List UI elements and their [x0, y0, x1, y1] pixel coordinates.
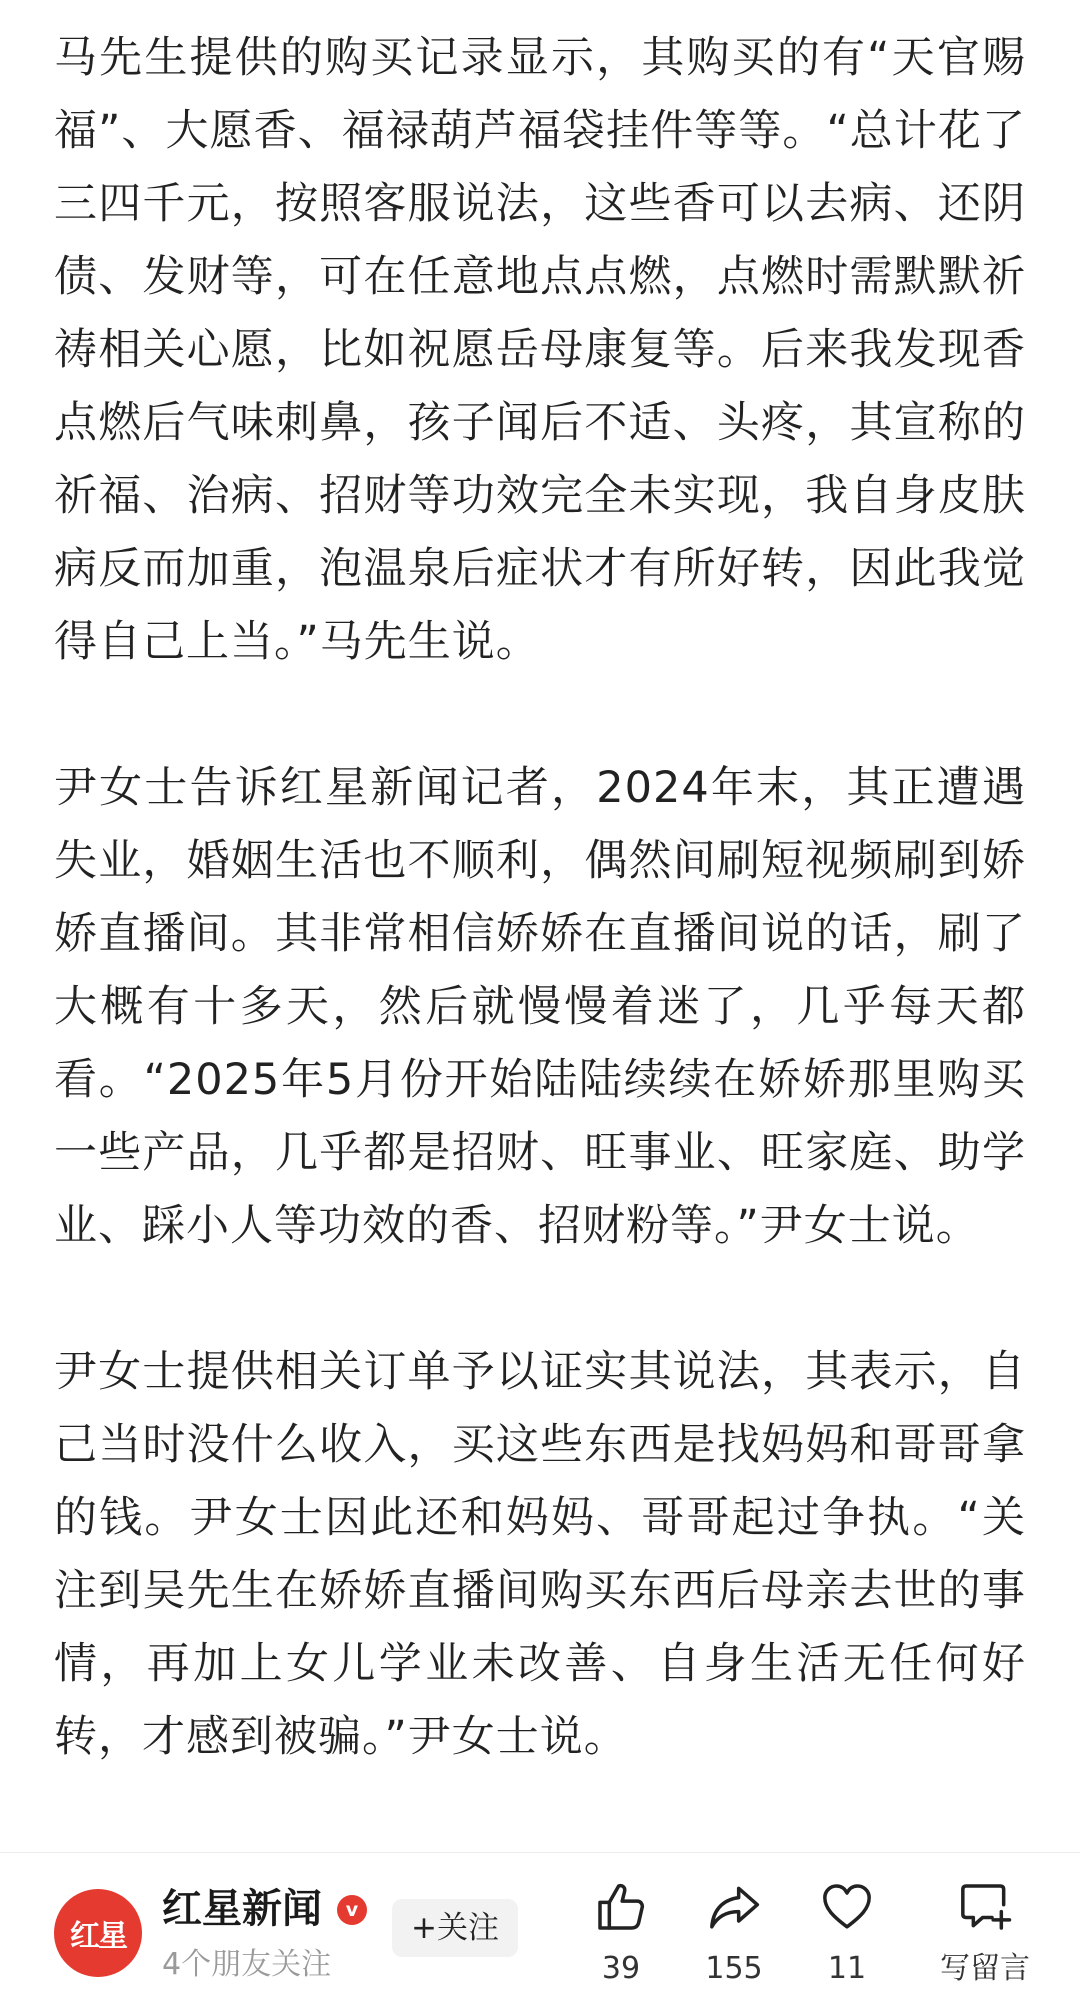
like-button[interactable] — [566, 1867, 676, 2003]
favorite-button[interactable] — [792, 1867, 902, 2003]
article-paragraph: 马先生提供的购买记录显示，其购买的有“天官赐福”、大愿香、福禄葫芦福袋挂件等等。“总计花了三四千元，按照客服说法，这些香可以去病、还阴债、发财等，可在任意地点点燃，点燃时需默默祈祷相关心愿，比如祝愿岳母康复等。后来我发现香点燃后气味刺鼻，孩子闻后不适、头疼，其宣称的祈福、治病、招财等功效完全未实现，我自身皮肤病反而加重，泡温泉后症状才有所好转，因此我觉得自己上当。”马先生说。 — [54, 33, 1026, 667]
bottom-action-bar — [0, 1852, 1080, 2015]
write-comment-button[interactable] — [910, 1867, 1060, 2003]
comment-bubble-plus-icon — [957, 1879, 1013, 1935]
article-body — [54, 22, 1026, 1774]
friends-following-count: 4个朋友关注 — [162, 1947, 332, 1982]
share-arrow-icon — [706, 1879, 762, 1935]
share-count: 155 — [705, 1951, 763, 1986]
share-button[interactable] — [679, 1867, 789, 2003]
avatar-logo-text: 红星 — [70, 1919, 126, 1954]
article-paragraph: 尹女士告诉红星新闻记者，2024年末，其正遭遇失业，婚姻生活也不顺利，偶然间刷短视频刷到娇娇直播间。其非常相信娇娇在直播间说的话，刷了大概有十多天，然后就慢慢着迷了，几乎每天都看。“2025年5月份开始陆陆续续在娇娇那里购买一些产品，几乎都是招财、旺事业、旺家庭、助学业、踩小人等功效的香、招财粉等。”尹女士说。 — [54, 763, 1026, 1251]
account-avatar[interactable] — [54, 1889, 142, 1977]
account-name[interactable]: 红星新闻 — [162, 1886, 322, 1932]
write-comment-label: 写留言 — [940, 1951, 1030, 1986]
heart-icon — [819, 1879, 875, 1935]
thumbs-up-icon — [593, 1879, 649, 1935]
like-count: 39 — [601, 1951, 641, 1986]
follow-button[interactable]: +关注 — [392, 1899, 518, 1957]
article-paragraph: 尹女士提供相关订单予以证实其说法，其表示，自己当时没什么收入，买这些东西是找妈妈和哥哥拿的钱。尹女士因此还和妈妈、哥哥起过争执。“关注到吴先生在娇娇直播间购买东西后母亲去世的事情，再加上女儿学业未改善、自身生活无任何好转，才感到被骗。”尹女士说。 — [54, 1347, 1026, 1762]
favorite-count: 11 — [827, 1951, 867, 1986]
verified-badge-icon: v — [337, 1895, 367, 1925]
